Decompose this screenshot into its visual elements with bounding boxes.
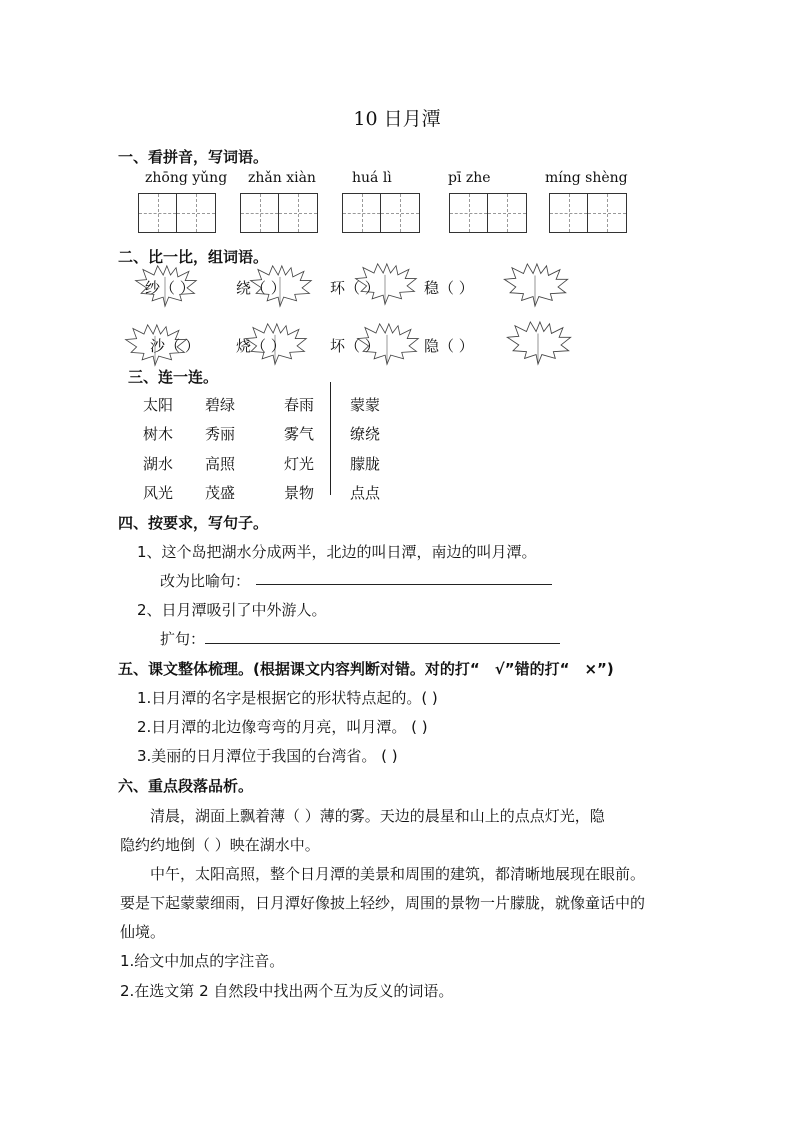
pinyin-3: huá lì	[352, 170, 392, 186]
judge-item-1: 1.日月潭的名字是根据它的形状特点起的。( )	[137, 689, 438, 707]
match-right-3[interactable]: 灯光	[284, 455, 315, 473]
pinyin-4: pī zhe	[448, 170, 491, 186]
analysis-question-2: 2.在选文第 2 自然段中找出两个互为反义的词语。	[120, 982, 454, 1000]
pinyin-1: zhōng yǔng	[145, 170, 228, 186]
match-left-2[interactable]: 树木	[143, 425, 174, 443]
match-mid-4[interactable]: 茂盛	[205, 484, 236, 502]
passage-p2-line1: 中午，太阳高照，整个日月潭的美景和周围的建筑，都清晰地展现在眼前。	[150, 865, 646, 883]
match-left-3[interactable]: 湖水	[143, 455, 174, 473]
match-mid-2[interactable]: 秀丽	[205, 425, 236, 443]
maple-leaf-icon	[498, 320, 578, 368]
passage-p2-line2: 要是下起蒙蒙细雨，日月潭好像披上轻纱，周围的景物一片朦胧，就像童话中的	[120, 894, 646, 912]
match-divider	[330, 382, 331, 495]
section-1-heading: 一、看拼音，写词语。	[118, 148, 269, 166]
match-left-4[interactable]: 风光	[143, 484, 174, 502]
answer-line-2[interactable]	[205, 643, 560, 644]
match-far-1[interactable]: 蒙蒙	[350, 396, 381, 414]
match-right-1[interactable]: 春雨	[284, 396, 315, 414]
match-left-1[interactable]: 太阳	[143, 396, 174, 414]
match-far-2[interactable]: 缭绕	[350, 425, 381, 443]
compare-word-7: 坏（ ）	[330, 337, 380, 355]
section-3-heading: 三、连一连。	[128, 368, 219, 386]
compare-word-2: 绕（ ）	[236, 279, 286, 297]
compare-word-1: 纱（ ）	[145, 279, 195, 297]
compare-word-8: 隐（ ）	[424, 337, 474, 355]
answer-line-1[interactable]	[256, 584, 552, 585]
passage-p1-line2: 隐约约地倒（ ）映在湖水中。	[120, 836, 320, 854]
analysis-question-1: 1.给文中加点的字注音。	[120, 952, 285, 970]
section-2-heading: 二、比一比，组词语。	[118, 248, 269, 266]
rewrite-question-2: 2、日月潭吸引了中外游人。	[137, 601, 327, 619]
rewrite-prompt-2: 扩句：	[160, 630, 206, 648]
match-right-2[interactable]: 雾气	[284, 425, 315, 443]
page-title: 10 日月潭	[353, 108, 441, 130]
judge-item-3: 3.美丽的日月潭位于我国的台湾省。 ( )	[137, 747, 398, 765]
section-4-heading: 四、按要求，写句子。	[118, 514, 269, 532]
pinyin-5: míng shèng	[545, 170, 628, 186]
rewrite-prompt-1: 改为比喻句：	[160, 572, 251, 590]
section-5-heading: 五、课文整体梳理。(根据课文内容判断对错。对的打“ √”错的打“ ×”)	[118, 660, 614, 678]
match-far-3[interactable]: 朦胧	[350, 455, 381, 473]
match-mid-1[interactable]: 碧绿	[205, 396, 236, 414]
passage-p1-line1: 清晨，湖面上飘着薄（ ）薄的雾。天边的晨星和山上的点点灯光，隐	[150, 807, 605, 825]
tian-grid-4[interactable]	[449, 193, 527, 233]
tian-grid-3[interactable]	[342, 193, 420, 233]
compare-word-5: 沙（ ）	[150, 337, 200, 355]
maple-leaf-icon	[495, 262, 575, 310]
rewrite-question-1: 1、这个岛把湖水分成两半，北边的叫日潭，南边的叫月潭。	[137, 543, 537, 561]
compare-word-3: 环（ ）	[330, 279, 380, 297]
tian-grid-2[interactable]	[240, 193, 318, 233]
passage-p2-line3: 仙境。	[120, 923, 166, 941]
tian-grid-1[interactable]	[138, 193, 216, 233]
pinyin-2: zhǎn xiàn	[248, 170, 316, 186]
compare-word-6: 烧（ ）	[236, 337, 286, 355]
section-6-heading: 六、重点段落品析。	[118, 777, 254, 795]
match-far-4[interactable]: 点点	[350, 484, 381, 502]
match-mid-3[interactable]: 高照	[205, 455, 236, 473]
tian-grid-5[interactable]	[549, 193, 627, 233]
judge-item-2: 2.日月潭的北边像弯弯的月亮，叫月潭。 ( )	[137, 718, 428, 736]
compare-word-4: 稳（ ）	[424, 279, 474, 297]
match-right-4[interactable]: 景物	[284, 484, 315, 502]
